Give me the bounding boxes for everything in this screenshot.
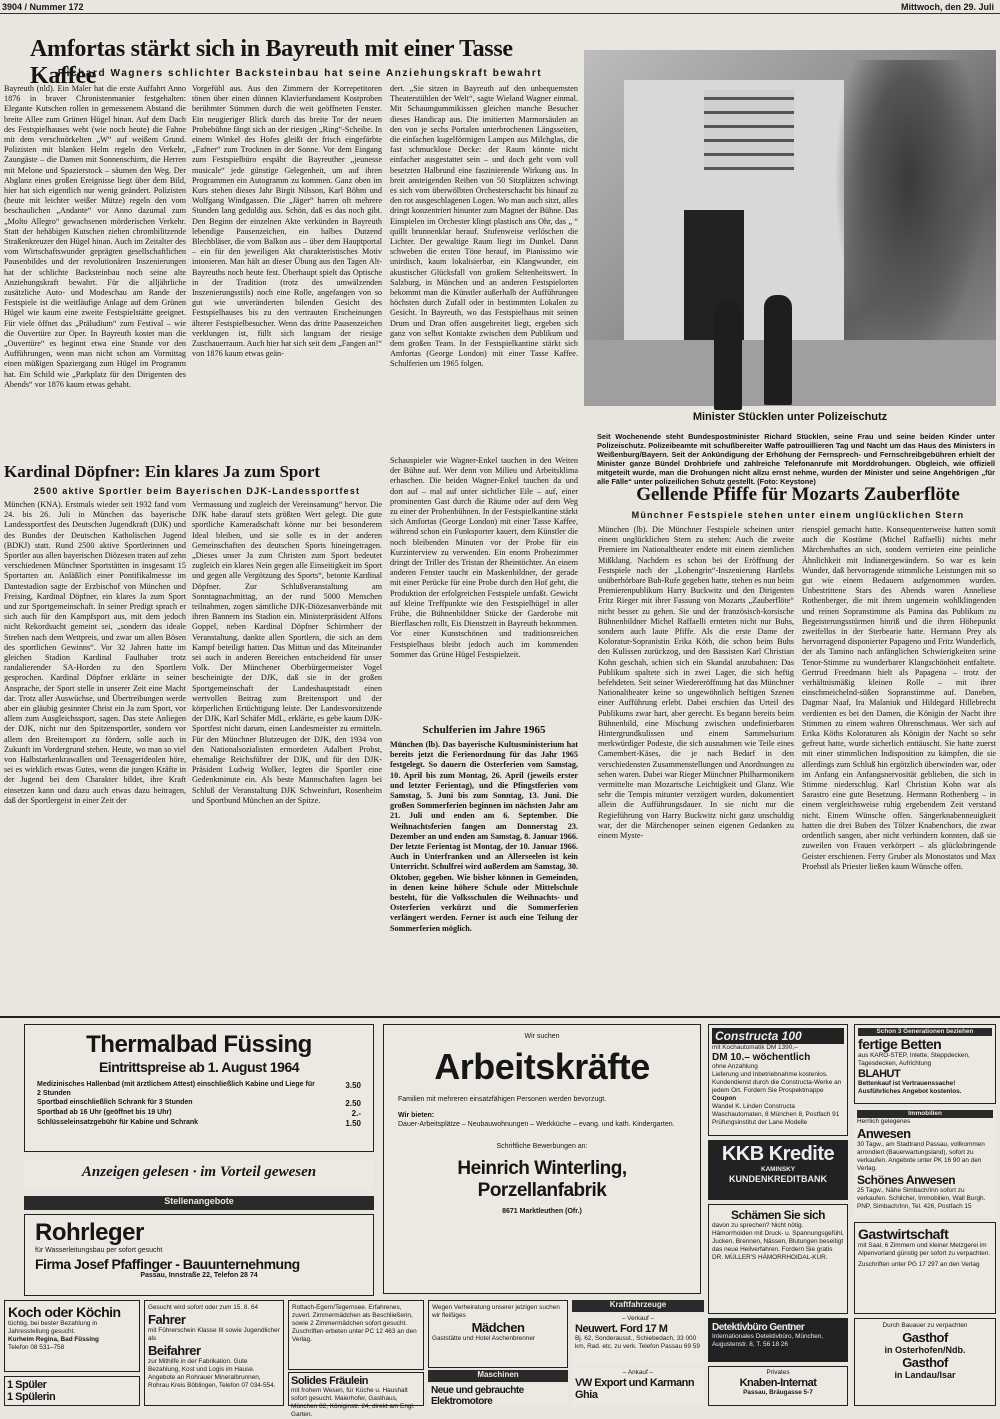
ad-thermalbad xyxy=(24,1024,374,1152)
price-row: Sportbad ab 16 Uhr (geöffnet bis 19 Uhr) 2.- xyxy=(37,1109,361,1119)
article-column-4 xyxy=(390,740,578,1012)
ad-title: Mädchen xyxy=(471,1320,525,1335)
ad-vw: – Ankauf – VW Export und Karmann Ghia xyxy=(572,1368,704,1406)
article-text: Vorgefühl aus. Aus den Zimmern der Korrepetitoren tönen über einen dünnen Klavierfundament Kostproben berühmter Stimmen durch die weit geöffneten Fenster. Ein neugieriger Blick durch das breite Tor der neuen Probebühne fängt sich an der riesigen „Ring“-Scheibe. In einem Winkel des Hofes gleißt der frisch eingefärbte „Fafner“ zum Trocknen in der Sonne. Vor dem Eingang zum Festspielbüro erspäht die Bayreuther „jeunesse musicale“ jede günstige Gelegenheit, um auf ihren Programmen ein Autogramm zu kommen. Ganz oben im Kurs stehen dieses Jahr Birgit Nilsson, Karl Böhm und Wolfgang Windgassen. Die „Jäger“ harren oft mehrere Stunden lang geduldig aus. Schön, daß es das noch gibt. Den Beginn der einzelnen Akte verkünden in Bayreuth lebendige Pausenzeichen, ein halbes Dutzend Blechbläser, die vom Balkon aus – über dem Hauptportal – ein für den jeweiligen Akt charakteristisches Motiv intonieren. Man hält an dieser Übung aus den Tagen Alt-Bayreuths noch heute fest. Überhaupt spielt das Optische in der Tradition (trotz des umwälzenden Inszenierungsstils) noch eine Rolle, angefangen von so gut wie unveränderten bilenden Gesicht des Festspielhauses bis zu den vertrauten Erscheinungen älterer Festspielbesucher. Wenn das dritte Pausenzeichen verklungen ist, füllt sich langsam der riesige Zuschauerraum. Auch hier hat sich seit dem „Fangen an!“ von 1876 kaum etwas geän- xyxy=(192,84,382,359)
issue-number: 3904 / Nummer 172 xyxy=(2,2,84,12)
ad-rottach: Rottach-Egern/Tegernsee. Erfahrenes, zuverl. Zimmermädchen als Beschließerin, sowie 2 Zimmermädchen sofort gesucht. Zuschriften erbeten unter PC 12 463 an den Verlag. xyxy=(288,1300,424,1370)
ad-detektei: Detektivbüro Gentner Internationales Detektivbüro, München, Augustenstr. 8, T. 56 18 26 xyxy=(708,1318,848,1362)
ad-title: Knaben-Internat xyxy=(739,1377,817,1389)
ad-title: Neue und gebrauchte Elektromotore xyxy=(431,1385,524,1407)
ad-knaben: Privates Knaben-Internat Passau, Bräugasse 5-7 xyxy=(708,1366,848,1406)
article-text: München (lb). Das bayerische Kultusministerium hat bereits jetzt die Ferienordnung für das Jahr 1965 festgelegt. So dauern die Osterferien vom Samstag, 10. April bis zum Montag, 26. April (jeweils erster und letzter Ferientag), und die Pfingstferien vom Samstag, 5. Juni bis zum Sonntag, 13. Juni. Die großen Sommerferien beginnen im nächsten Jahr am 21. Juli und enden am 6. September. Die Weihnachtsferien fangen am Donnerstag 23. Dezember an und enden am Samstag, 8. Januar 1966. Der letzte Ferientag ist Montag, der 10. Januar 1966. Auch in Unterfranken und an Allerseelen ist kein Unterricht. Schulfrei wird außerdem am Samstag, 30. Oktober, gegeben. Wie bisher können in Gemeinden, in denen keine höhere Schule oder Mittelschule besteht, für die Volksschulen die Weihnachts- und Osterferien verkürzt und die Sommerferien verlängert werden. Ferner ist auch eine Teilung der Sommerferien möglich. xyxy=(390,740,578,933)
article-text: Bayreuth (nld). Ein Maler hat die erste Auffahrt Anno 1876 in braver Chronistenmanier festgehalten: Elegante Kutschen rollen in gemessenem Abstand die breite Allee zum Grünen Hügel hinan. Auf dem Dach des Festspielhauses weht (wie noch heute) die Fahne mit dem verschnörkelten „W“ auf weißem Grund. Polizisten mit blanken Helm regeln den Verkehr, Zaungäste – die Damen mit Sonnenschirm, die Herren mit Melone und Spazierstock – säumen den Weg. Der Abglanz eines großen Ereignisse liegt über dem Bild, hier hat sich eigentlich nur wenig geändert. Polizisten (heute mit leichter weißer Mütze) regeln den vom beschaulichen „Andante“ vor Anno dazumal zum „Molto Allegro“ gewachsenen mörderischen Verkehr. Statt der behäbigen Kutschen ziehen chrombilitzende Straßenkreuzer den Hügel hinan. Auch im Zeitalter des vom Wirtschaftswunder geprägten gesellschaftlichen Pausenbildes und der revolutionären Inszenierungen hat der schlichte Backsteinbau noch seine alte Anziehungskraft bewahrt. Für die alljährliche zusätzliche Auto- und Modeschau am Rande der Festspiele ist die weitläufige Anlage auf dem Grünen Hügel wie kaum eine zweite Festspielstätte geeignet. Für viele öffnet das „Präludium“ zum Festival – wie die Ouvertüre zur Oper. In Bayreuth kostet man die „Ouvertüre“ es beginnt etwa eine Stunde vor den Aufführungen, wenn man nicht schon am Vormittag einen müßigen Spaziergang zum Hügel im Programm hat. Ein Schild wie „Parkplatz für den Dirigenten des Abends“ vor 1876 kaum etwas gehabt. xyxy=(4,84,186,389)
page-header xyxy=(0,0,1000,14)
ad-arbeitskraefte: Wir suchen Arbeitskräfte Familien mit mehreren einsatzfähigen Personen werden bevorzugt. Wir bieten: Dauer-Arbeitsplätze – Neubauwohnungen – Werkküche – evang. und kath. Kindergarten. Schriftliche Bewerbungen an: Heinrich Winterling, Porzellanfabrik 8671 Marktleuthen (Ofr.) xyxy=(383,1024,701,1294)
ad-koch: Koch oder Köchin tüchtig, bei bester Bezahlung in Jahresstellung gesucht. Kurheim Regina, Bad Füssing Telefon 08 531–758 xyxy=(4,1300,140,1372)
article-column-2 xyxy=(192,500,382,1012)
ad-maedchen: Wegen Verheiratung unserer jetzigen suchen wir fleißiges Mädchen Gaststätte und Hotel Aschenbrenner xyxy=(428,1300,568,1368)
article-subheadline: 2500 aktive Sportler beim Bayerischen DJK-Landessportfest xyxy=(33,486,361,496)
issue-date: Mittwoch, den 29. Juli xyxy=(900,2,994,12)
news-photo xyxy=(584,50,996,406)
ad-immobilien: Immobilien Herrlich gelegenes Anwesen 30 Tagw., am Stadtrand Passau, vollkommen arrondiert (Bauerwartungsland), sofort zu verkaufen. Angebote unter PK 16 90 an den Verlag. Schönes Anwesen 25 Tagw., Nähe Simbach/Inn sofort zu verkaufen. Schilcher, Immobilien, Wall Burgh. PNP, Simbach/Inn, Tel. 426, Postfach 15 xyxy=(854,1108,996,1218)
ad-kkb: KKB Kredite KAMINSKY KUNDENKREDITBANK xyxy=(708,1140,848,1200)
ad-title: fertige Betten xyxy=(858,1036,942,1052)
article-column-1 xyxy=(598,525,794,1011)
ad-title: Schämen Sie sich xyxy=(730,1208,826,1222)
ad-fahrer: Gesucht wird sofort oder zum 15. 8. 64 Fahrer mit Führerschein Klasse III sowie Jugendlicher als Beifahrer zur Mithilfe in der Fabrikation. Gute Bezahlung, Kost und Logis im Hause. Angebote an Rohrauer Mineralbrunnen, Rohrau Kreis Böblingen, Telefon 07 034-554. xyxy=(144,1300,284,1406)
article-column-2 xyxy=(192,84,382,454)
ad-slogan: Anzeigen gelesen · im Vorteil gewesen xyxy=(24,1160,374,1190)
article-headline: Gellende Pfiffe für Mozarts Zauberflöte xyxy=(636,484,960,505)
article-subheadline: Münchner Festspiele stehen unter einem unglücklichen Stern xyxy=(631,510,965,520)
ad-title: Thermalbad Füssing xyxy=(86,1031,312,1058)
photo-caption: Seit Wochenende steht Bundespostminister Richard Stücklen, seine Frau und seine beiden Kinder unter Polizeischutz. Polizeibeamte mit schußbereiter Waffe patrouillieren Tag und Nacht um das Haus des Ministers in Weißenburg/Bayern. Seit der Ankündigung der Erhöhung der Fernsprech- und Fernschreibgebühren erhielt der Minister ganze Bündel Drohbriefe und zahlreiche Telefonanrufe mit Morddrohungen. Obgleich, wie offiziell mitgeteilt wurde, man die Drohungen nicht allzu ernst nehme, wurden der Minister und seine Angehörigen „für alle Fälle“ unter polizeilichen Schutz gestellt. (Foto: Keystone) xyxy=(597,432,995,486)
price-row: Schlüsseleinsatzgebühr für Kabine und Schrank 1.50 xyxy=(37,1119,361,1129)
article-text: Vermassung und zugleich der Vereinsamung“ hervor. Die DJK habe darauf stets größten Wert gelegt. Die gute sportliche Kameradschaft könne nur bei besonderem Ideal bleiben, und sie solle es in der anderen Gemeinschaften des deutschen Sports hineingetragen. „Dieses unser Ja zum Christen zum Sport bedeutet zugleich ein klares Nein gegen alle Einseitigkeit im Sport und gegen alle Vergötzung des Sports“, betonte Kardinal Döpfner. Zur Schlußveranstaltung am Sonntagnachmittag, an der rund 5000 Menschen teilnahmen, zogen sämtliche DJK-Diözesanverbände mit ihren Bannern ins Stadion ein. Ministerpräsident Alfons Goppel, neben Kardinal Döpfner Schirmherr der Veranstaltung, dankte allen Sportlern, die sich an dem Kampf beteiligt hatten. Das Mittun und das Miteinander sei auch in anderen Bereichen entscheidend für unser Volk. Der Münchener Oberbürgermeister Vogel bescheinigte der DJK, daß sie in der großen Sportgemeinschaft der Landeshauptstadt einen wertvollen Beitrag zum Breitensport und der körperlichen Ertüchtigung leiste. Der Landesvorsitzende der DJK, Karl Schäfer MdL, erklärte, es gebe kaum DJK-Sportfest nicht darum, einen Landesmeister zu ermitteln. Für den Münchner Blutzeugen der DJK, den 1934 von den Nationalsozialisten ermordeten Adalbert Probst, ehemalige Reichsführer der DJK, und für den DJK-Präsident Ludwig Wolker, legten die Sportler eine Gedenkminute ein. Als beste Mannschaften lagen bei Schluß der Veranstaltung DJK Schweinfurt, Rosenheim und Sportbund München an der Spitze. xyxy=(192,500,382,805)
ad-title: KKB Kredite xyxy=(721,1143,835,1165)
article-text: München (lb). Die Münchner Festspiele scheinen unter einem unglücklichen Stern zu stehen: Auch die zweite Premiere im Nationaltheater endete mit einem ziemlichen Mißklang. Nachdem es schon bei der Eröffnung der Festspiele nach der „Lohengrin“-Inszenierung Hartlebs unüberhörbare Buh-Rufe gegeben hatte, stehen es nun beim Premierenpublikum Harry Buckwitz und den Dirigenten Fritz Rieger mit ihrer Fassung von Mozarts „Zauberflöte“ nicht besser zu gehen. Sie und der französisch-korsische Bühnenbildner Michel Raffaelli ernteten nicht nur Buhs, sondern auch laute Pfiffe. Als die erste Dame der Koloratur-Sopranistin Erika Köth, die schon beim Buhs den Kulissen zurückzog, und den Bassisten Karl Christian Kohn geschah, schien sich ein Skandal anzubahnen: Das Publikum spaltete sich in zwei Lager, die sich heftig befehdeten. Seit seiner Wiedereröffnung hat das Münchner Nationaltheater keine so ungewöhnlich heftigen Szenen einer Aufführung erlebt. Dabei erschien das Urteil des Publikums zwar hart, aber gerecht. Es begann bereits beim Bühnenbild, eine Mischung zwischen undefinierbaren Hintergrundkulissen und einem Sammelsurium merkwürdiger Podeste, die sich ausnahmen wie Teile eines Camembert-Käses, die je nach Bedarf in den verschiedensten Zusammenstellungen und Anordnungen zu sehen waren. Dabei war Rieger Münchner Philharmonikern vermittelte man Mozartsche Leichtigkeit und Glanz. Wie sehr die Tempis mitunter verzögert wurden, dokumentiert allein die Aufführungsdauer. In sie nicht nur die Regieführung von Harry Buckwitz nicht ganz unschuldig war, der die Märchenoper seinen eigenen Gedanken zu einem Myste- xyxy=(598,525,794,841)
section-header: Kraftfahrzeuge xyxy=(572,1300,704,1312)
ad-constructa: Constructa 100 mit Kochautomatik DM 1390,– DM 10.– wöchentlich ohne Anzahlung Lieferung und Inbetriebnahme kostenlos. Kundendienst durch die Constructa-Werke an jedem Ort. Fordern Sie Prospektmappe Coupon Wandel K. Linden Constructa Waschautomaten, 8 München 8, Postfach 91 Prüfungsinstitut der Lane Modelle xyxy=(708,1024,848,1136)
ad-title: Arbeitskräfte xyxy=(434,1045,650,1087)
ad-ford: – Verkauf – Neuwert. Ford 17 M Bj. 62, Sonderausst., Schiebedach, 33 000 km, Rad. etc. zu verk. Telefon Passau 69 59 xyxy=(572,1314,704,1366)
ad-title: Gasthof xyxy=(902,1330,948,1345)
ad-title: Detektivbüro Gentner xyxy=(712,1322,805,1333)
article-headline: Schulferien im Jahre 1965 xyxy=(422,724,546,736)
section-header: Maschinen xyxy=(428,1370,568,1382)
article-column-3 xyxy=(390,84,578,454)
section-header: Stellenangebote xyxy=(24,1196,374,1210)
article-headline: Kardinal Döpfner: Ein klares Ja zum Sport xyxy=(4,462,321,481)
ad-title: 1 Spüler xyxy=(7,1379,47,1391)
ad-spueler: 1 Spüler 1 Spülerin xyxy=(4,1376,140,1406)
ad-gasthof: Durch Bauauer zu verpachten Gasthof in Osterhofen/Ndb. Gasthof in Landau/Isar xyxy=(854,1318,996,1406)
article-text: München (KNA). Erstmals wieder seit 1932 fand vom 24. bis 26. Juli in München das bayerische Landessportfest des Deutschen Jugendkraft (DJK) und des Bundes der Deutschen Katholischen Jugend (BDKJ) statt. Rund 2500 aktive Sportlerinnen und Sportler aus allen bayerischen Diözesen traten auf zehn verschiedenen Münchner Sportstätten in insgesamt 15 Sportarten an. Anläßlich einer Pontifikalmesse im Dantestadion sagte der Erzbischof von München und Freising, Kardinal Döpfner, ein klares Ja zum Sport und zur Sportgemeinschaft. In seiner Predigt sprach er sich auch für den Kampfsport aus, mit dem jedoch nicht Rekordsucht gemeint sei, „sondern das ideale Streben nach dem Wettpreis, und zwar um allen Bösen des sportlichen Gewinns“. Vor 32 Jahren hatte im gleichen Stadion Kardinal Faulhaber trotz randalierender SA-Horden zu den Sportlern gesprochen. Kardinal Döpfner erklärte in seiner Ansprache, der Sport stelle in unserer Zeit eine Macht dar. Trotz aller Auswüchse, und Übertreibungen werde aber ein gläubig gesinnter Christ ein Ja zum Sport, vor allem zum Ausgleichssport, sagen. Das stete Anliegen der DJK, nicht nur den Spitzensportler, sondern vor allem den Breitensport zu fördern, solle auch in Zukunft im Vordergrund stehen. Heute, wo man so viel von Halbstarkenkrawallen und Teenagerideolen höre, sei es wirklich etwas Gutes, wenn die jungen Kräfte in der Jugend bei dem Charakter bildet, ihre Kraft einsetzen kann und dazu auch etwas dazu beitragen, daß der Sportlergeist in einer Zeit der xyxy=(4,500,186,805)
ad-schaemen: Schämen Sie sich davon zu sprechen? Nicht nötig. Hämorrhoiden mit Druck- u. Spannungsgefühl, Jucken, Brennen, Nässen, Blutungen beseitigt das neue Heilverfahren. Fordern Sie gratis DR. MÜLLER'S HÄMORRHOIDAL-KUR. xyxy=(708,1204,848,1314)
article-subheadline: Richard Wagners schlichter Backsteinbau hat seine Anziehungskraft bewahrt xyxy=(57,68,543,79)
ad-soldes: Solides Fräulein mit frohem Wesen, für Küche u. Haushalt sofort gesucht. Maierhofer, Gasthaus, München 82, Königinstr. 24, direkt am Engl. Garten. xyxy=(288,1372,424,1406)
price-row: Sportbad einschließlich Schrank für 3 Stunden 2.50 xyxy=(37,1099,361,1109)
article-text: rienspiel gemacht hatte. Konsequenterweise hatten somit auch die Kostüme (Michel Raffaelli) nichts mehr Märchenhaftes an sich, sondern verrieten eine peinliche Ähnlichkeit mit Indianergewändern. So war es kein Wunder, daß hervorragende stimmliche Leistungen mit so gut wie einem Bedauern aufgenommen wurden. Unbestrittene Stars des Abends waren Anneliese Rothenberger, die mit ihrem ungemein wohlklingenden und reinen Sopranstimme als Pamina das Publikum zu Begeisterungsstürmen hinriß und die ihren Höhepunkt zweifellos in der Sterbearie hatte. Hermann Prey als hervorragend disponierter Papageno und Fritz Wunderlich, der als Tamino nach anfänglichen Schwierigkeiten seine Tenor-Stimme zu wunderbarer Klangschönheit entfaltete. Gertrud Freedmann hielt als Papagena – trotz der verhältnismäßig kleinen Rolle – mit ihrer einschmeichelnd-süßen Sopranstimme auf. Daneben, Dagmar Naaf, Ira Malaniuk und Hildegard Hillebrecht verdienten es bei den Damen, die Königin der Nacht ihre Stimmen zu einem wahren Ohrenschmaus. Wer sich auf Erika Köths Koloraturen als Königin der Nacht so sehr gefreut hatte, wurde sicherlich enttäuscht. Sie hatte zuerst mit einer stimmlichen Indisposition zu kämpfen, die sie allerdings zum Schluß hin ergötzlich überwinden war, oder im Anfang ein Anfangsnervosität geblieben, die sich in Stimme niederschlug. Karl Christian Kohn war als Sarastro eine gute Besetzung. Hermann Rothenberg – in einem vergleichsweise ruhig ergebendem Zeit verstand nicht. Einem Wünsche offen. Sängerknabenneuigkeit hatten die drei Buben des Tölzer Knabenchors, die zwar ordentlich sangen, aber nicht verhindern konnten, daß sie zuweilen von Frauen verkörpert – als glücksbringende Geister erschienen. Ferry Gruber als Monostatos und Max Proebstl als Priester ließen kaum Wünsche offen. xyxy=(802,525,996,871)
coupon-link[interactable]: Coupon xyxy=(712,1095,737,1102)
article-text: dert. „Sie sitzen in Bayreuth auf den unbequemsten Theaterstühlen der Welt“, sagte Wieland Wagner einmal. Mit Schaumgummikissen gleichen manche Besucher dieses Handicap aus. Die imitierten Marmorsäulen an den von je sechs Portalen unterbrochenen Längsseiten, die einfachen kugelförmigen Lampen aus Milchglas, die fast schmucklose Decke: der Raum könnte nicht einfacher ausgestattet sein – und doch geht vom voll besetzten Halbrund eine faszinierende Wirkung aus. In breit ansteigenden Reihen von 50 Sitzplätzen schwingt es sich vom überwölbten Orchesterschacht bis hinauf zu den rot ausgeschlagenen Logen. Wo man auch sitzt, alles dringt konzentriert hinunter zum Magnet der Bühne. Das Einspielen im Orchester klingt plastisch ans Ohr, das „ “ quillt brunnenklar herauf. Stufenweise verlöschen die Lichter. Der gewaltige Raum liegt im Dunkel. Dann schweben die ersten Töne herauf, im Pianissimo wie unirdisch, kaum lokalisierbar, ein Klangwunder, ein akustischer Glücksfall von großem Seltenheitswert. In Salzburg, in München und an anderen Festspielorten bekommt man die Künstler außerhalb der Aufführungen höchsten durch Zufall oder in bestimmten Lokalen zu Gesicht. In Bayreuth, wo das Festspielhaus mit seinen Drum und Dran offen ausgebreitet liegt, ergeben sich ganz von selbst Kontakte zwischen dem Publikum und dem großen Team. In der Festspielkantine stärkt sich Amfortas (George London) mit einer Tasse Kaffee. Schulferien um 1965 folgen. xyxy=(390,84,578,369)
photo-title: Minister Stücklen unter Polizeischutz xyxy=(692,411,888,423)
ad-title: Fahrer xyxy=(148,1312,186,1327)
price-row: Medizinisches Hallenbad (mit ärztlichem Attest) einschließlich Kabine und Liege für 2 Stunden 3.50 xyxy=(37,1081,361,1097)
article-column-2 xyxy=(802,525,996,1011)
ad-betten: Schon 3 Generationen beziehen fertige Betten aus KARO-STEP, Inlette, Steppdecken, Tagesdecken, Aufrichtung BLAHUT Bettenkauf ist Vertrauenssache! Ausführliches Angebot kostenlos. xyxy=(854,1024,996,1104)
ad-title: Constructa 100 xyxy=(712,1028,844,1044)
ad-subtitle: Eintrittspreise ab 1. August 1964 xyxy=(98,1059,300,1075)
ad-title: Gastwirtschaft xyxy=(858,1226,949,1242)
ad-title: Neuwert. Ford 17 M xyxy=(575,1323,668,1335)
ad-rohrleger: Rohrleger für Wasserleitungsbau per sofort gesucht Firma Josef Pfaffinger - Bauunternehmung Passau, Innstraße 22, Telefon 28 74 xyxy=(24,1214,374,1296)
article-column-3 xyxy=(390,456,578,720)
article-text: Schauspieler wie Wagner-Enkel tauchen in den Weiten der Bühne auf. Wer denn von Milieu und Arbeitsklima erhaschen. Die beiden Wagner-Enkel tauchen da und dort auf – mal auf unter sichtlicher Eile – auf, einer prominenten Gast durch die Räume oder auf dem Weg zu einer der Probenbühnen. In der Festspielkantine stärkt sich Amfortas (George London) mit einer Tasse Kaffee, während schon ein Funksporter kauert, dem Künstler die noch bleibenden Minuten vor der Probe für ein Kurzinterview zu verwenden. Ein enorm Probezimmer dringt der Triller des Tristan der Rheintöchter. An einem anderen Fenster taucht ein Maskenbildner, der gerade mit einer Perücke für eine Probe durch den Hof geht, die Produktion der erfolgreichen Festspiele umfaßt. Gewicht auf kleine Treffpunkte wie den Festspielhügel in aller Frühe, die Bühnenbildner Stücke der Garderobe mit Bierflaschen rollt, Eis Dienstzeit in Bayreuth bekommen. Vor einer Kunstschönen und traditionsreichen Festspielhaus bleibt jedoch auch im kommenden Sommer das Grüne Hügel Festspielzeit. xyxy=(390,456,578,659)
article-column-1 xyxy=(4,500,186,1012)
ad-title: Koch oder Köchin xyxy=(8,1304,121,1320)
ad-gastwirtschaft: Gastwirtschaft mit Saal, 6 Zimmern und kleiner Metzgerei im Alpenvorland günstig per sofort zu verpachten. Zuschriften unter PG 17 297 an den Verlag xyxy=(854,1222,996,1314)
ad-elektromotore xyxy=(428,1384,568,1406)
ad-title: Rohrleger xyxy=(35,1219,144,1246)
divider xyxy=(0,1016,1000,1018)
article-headline: Amfortas stärkt sich in Bayreuth mit einer Tasse Kaffee xyxy=(30,36,513,89)
ad-title: VW Export und Karmann Ghia xyxy=(575,1377,695,1401)
section-header: Immobilien xyxy=(857,1110,993,1118)
ad-title: Solides Fräulein xyxy=(291,1375,368,1387)
